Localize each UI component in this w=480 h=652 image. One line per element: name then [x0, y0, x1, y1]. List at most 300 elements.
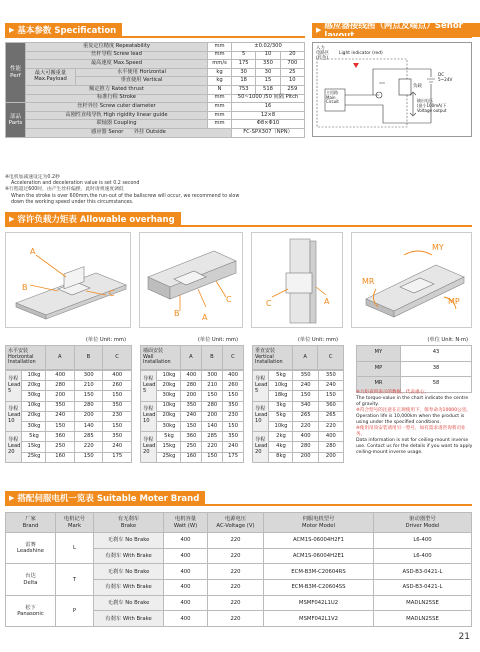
spec-value: 20: [280, 51, 304, 60]
horizontal-overhang-figure: [5, 232, 131, 328]
table-cell: 4kg: [269, 442, 293, 452]
col-header: 厂家 Brand: [6, 513, 56, 533]
spec-value: FC-SPX307（NPN）: [232, 128, 305, 137]
table-row: [6, 452, 132, 462]
table-cell: 280: [293, 442, 318, 452]
spec-value: 12×8: [232, 111, 305, 120]
spec-notes: [5, 175, 305, 206]
table-row: [141, 432, 244, 442]
moment-notes: [356, 390, 474, 456]
label-b: B: [22, 283, 28, 292]
dc-voltage-label: DC 5~24V: [438, 72, 453, 82]
dc-source-icon: [427, 69, 435, 123]
wall-actuator-drawing: [140, 233, 244, 329]
table-cell: 280: [318, 442, 343, 452]
spec-unit: mm: [208, 94, 232, 103]
table-cell: 285: [202, 432, 223, 442]
label-a: A: [324, 297, 330, 306]
unit-label: (单位 Unit: mm): [197, 337, 238, 343]
table-row: [253, 371, 344, 381]
unit-label: (单位 Unit: N·m): [427, 337, 468, 343]
lead-label: 导程 Lead 20: [253, 432, 269, 463]
table-cell: 400: [318, 432, 343, 442]
moment-value: 58: [401, 377, 472, 393]
mark-cell: L: [56, 533, 94, 564]
table-cell: 340: [293, 401, 318, 411]
model-cell: MSMF042L1V2: [264, 611, 374, 627]
model-cell: ECM-B3M-C20604SS: [264, 580, 374, 596]
watt-cell: 400: [164, 564, 208, 580]
table-cell: 140: [202, 421, 223, 431]
table-cell: 350: [318, 371, 343, 381]
col-header: C: [318, 346, 344, 370]
table-cell: 8kg: [269, 452, 293, 462]
spec-unit: mm: [208, 103, 232, 112]
table-cell: 230: [103, 411, 132, 421]
col-header: A: [293, 346, 318, 370]
motor-table: [5, 512, 472, 627]
voltage-arrow-icon: [410, 92, 416, 116]
spec-value: 10: [256, 51, 280, 60]
spec-label: 标准行程 Stroke: [26, 94, 208, 103]
spec-unit: mm: [208, 43, 232, 52]
col-header: 有无刹车 Brake: [94, 513, 164, 533]
spec-label: 垂直使用 Vertical: [76, 77, 208, 86]
note-line: ※符合型号的注意在正规使用下，保寿命为10000公里。: [356, 407, 471, 413]
spec-value: 518: [256, 85, 280, 94]
table-cell: 150: [223, 391, 244, 401]
table-cell: 160: [46, 452, 75, 462]
table-row: [6, 411, 132, 421]
spec-value: 5: [232, 51, 256, 60]
table-cell: 5kg: [269, 371, 293, 381]
unit-label: (单位 Unit: mm): [297, 337, 338, 343]
table-cell: 350: [223, 401, 244, 411]
brake-cell: 无刹车 No Brake: [94, 533, 164, 549]
table-cell: 160: [181, 452, 202, 462]
table-cell: 200: [181, 391, 202, 401]
watt-cell: 400: [164, 580, 208, 596]
table-cell: 10kg: [22, 401, 46, 411]
brake-cell: 无刹车 No Brake: [94, 595, 164, 611]
vertical-overhang-figure: [251, 232, 343, 328]
table-cell: 300: [202, 371, 223, 381]
table-cell: 2kg: [269, 432, 293, 442]
spec-value: Φ8×Φ10: [232, 120, 305, 129]
table-row: [6, 442, 132, 452]
divider: [5, 36, 305, 38]
table-cell: 280: [181, 381, 202, 391]
table-cell: 210: [202, 381, 223, 391]
spec-label: 高刚性直线导轨 High rigidity linear guide: [26, 111, 208, 120]
table-cell: 18kg: [269, 391, 293, 401]
sensor-wiring-diagram: [312, 42, 472, 137]
table-cell: 150: [223, 421, 244, 431]
arrow-right-icon: ▶: [9, 494, 15, 502]
moment-key: MY: [357, 346, 401, 362]
label-c: C: [109, 289, 115, 298]
table-row: [6, 595, 472, 611]
load-label: 负载: [413, 84, 422, 89]
lead-label: 导程 Lead 10: [6, 401, 22, 432]
arrow-right-icon: ▶: [9, 26, 15, 34]
moment-figure: [351, 232, 472, 328]
section-title-spec: ▶ 基本参数 Specification: [5, 23, 122, 37]
table-cell: 350: [293, 371, 318, 381]
table-row: [6, 401, 132, 411]
table-cell: 240: [103, 442, 132, 452]
label-a: A: [202, 313, 208, 322]
table-cell: 20kg: [157, 381, 181, 391]
note-line: Operation life is 10,000km when the product is using under the specified conditions.: [356, 413, 465, 425]
table-cell: 200: [318, 452, 343, 462]
table-body: [140, 370, 244, 463]
volt-cell: 220: [208, 548, 264, 564]
note-line: ※力矩表所表示的数据，代表重心；: [356, 390, 429, 395]
model-cell: ECM-B3M-C20604RS: [264, 564, 374, 580]
moment-value: 43: [401, 346, 472, 362]
table-cell: 150: [181, 421, 202, 431]
table-row: [6, 533, 472, 549]
light-indicator-label: Light indicator (red): [339, 51, 383, 56]
spec-unit: mm: [208, 111, 232, 120]
spec-value: ±0.02/300: [232, 43, 305, 52]
table-cell: 360: [46, 432, 75, 442]
table-cell: 20kg: [22, 381, 46, 391]
spec-value: 259: [280, 85, 304, 94]
table-body: [5, 370, 132, 463]
volt-cell: 220: [208, 595, 264, 611]
spec-value: 700: [280, 60, 304, 69]
spec-unit: mm: [208, 51, 232, 60]
table-row: [357, 346, 472, 362]
table-cell: 400: [181, 371, 202, 381]
note-line: down the working speed under this circumstances.: [11, 199, 134, 205]
col-header: 电机容量 Watt (W): [164, 513, 208, 533]
note-line: ※行程超过600时，由产生丝杆偏摆，此时请将速度调低: [5, 187, 124, 193]
col-header: C: [103, 346, 132, 370]
table-row: [6, 421, 132, 431]
moment-key: MP: [357, 361, 401, 377]
watt-cell: 400: [164, 548, 208, 564]
spec-value: 18: [232, 77, 256, 86]
table-cell: 230: [223, 411, 244, 421]
col-header: B: [74, 346, 103, 370]
table-cell: 240: [318, 381, 343, 391]
volt-cell: 220: [208, 564, 264, 580]
wires: [345, 69, 431, 123]
col-header: 电源电压 AC-Voltage (V): [208, 513, 264, 533]
spec-label: 最高速度 Max.Speed: [26, 60, 208, 69]
arrow-right-icon: ▶: [9, 215, 15, 223]
led-icon: [353, 63, 359, 68]
section-title-overhang: ▶ 容许负载力矩表 Allowable overhang: [5, 212, 181, 226]
table-cell: 5kg: [269, 411, 293, 421]
lead-label: 导程 Lead 5: [253, 371, 269, 402]
spec-value: 15: [256, 77, 280, 86]
horizontal-overhang-table: [5, 336, 132, 463]
spec-unit: kg: [208, 68, 232, 77]
table-cell: 280: [74, 401, 103, 411]
unit-label: (单位 Unit: mm): [85, 337, 126, 343]
model-cell: ACM1S-06004H2F1: [264, 533, 374, 549]
note-line: ※使用吊顶安装请用另一型号，如有需求请咨询我司业务。: [356, 425, 466, 437]
table-cell: 200: [202, 411, 223, 421]
spec-value: 350: [256, 60, 280, 69]
table-cell: 150: [293, 391, 318, 401]
moment-value: 38: [401, 361, 472, 377]
lead-label: 导程 Lead 5: [141, 371, 157, 402]
table-cell: 150: [74, 391, 103, 401]
brake-cell: 有刹车 With Brake: [94, 548, 164, 564]
col-header: A: [181, 346, 202, 370]
vertical-actuator-drawing: [252, 233, 344, 329]
note-line: Data information is not for ceiling-mount inverse use. Contact us for the details if you want to apply ceiling-mount inverse usage.: [356, 437, 473, 455]
main-circuit-label: 主回路 Main Circuit: [326, 90, 339, 105]
driver-cell: MADLN25SE: [374, 595, 472, 611]
watt-cell: 400: [164, 611, 208, 627]
spec-value: 30: [232, 68, 256, 77]
mark-cell: P: [56, 595, 94, 626]
brake-cell: 无刹车 No Brake: [94, 564, 164, 580]
table-cell: 150: [318, 391, 343, 401]
col-header: A: [46, 346, 75, 370]
spec-value: 10: [280, 77, 304, 86]
volt-cell: 220: [208, 533, 264, 549]
table-row: [357, 361, 472, 377]
table-row: [6, 371, 132, 381]
table-cell: 400: [223, 371, 244, 381]
table-cell: 240: [181, 411, 202, 421]
table-title: 垂直安装 Vertical Installation: [253, 346, 293, 370]
table-cell: 10kg: [157, 371, 181, 381]
table-cell: 210: [74, 381, 103, 391]
table-cell: 15kg: [157, 442, 181, 452]
volt-cell: 220: [208, 611, 264, 627]
voltage-output-label: 输出电压 (最小100mA)下 Voltage output: [417, 98, 447, 113]
section-title-motor: ▶ 搭配伺服电机一览表 Suitable Moter Brand: [5, 491, 205, 505]
group-label: 性能 Perf: [6, 43, 26, 103]
table-cell: 175: [223, 452, 244, 462]
table-cell: 400: [103, 371, 132, 381]
table-cell: 10kg: [157, 401, 181, 411]
label-b: B: [174, 309, 180, 318]
spec-label: 最大可搬重量 Max.Payload: [26, 68, 76, 85]
section-title-sensor: ▶ 感应器接线图（两点及端点）Senor: [312, 23, 480, 37]
table-cell: 20kg: [22, 411, 46, 421]
note-line: Acceleration and deceleration value is set 0.2 second: [11, 181, 140, 187]
table-cell: 260: [223, 381, 244, 391]
table-cell: 30kg: [22, 421, 46, 431]
driver-cell: ASD-B3-0421-L: [374, 564, 472, 580]
table-cell: 350: [103, 432, 132, 442]
brake-cell: 有刹车 With Brake: [94, 611, 164, 627]
table-cell: 10kg: [22, 371, 46, 381]
brand-cell: 台达 Delta: [6, 564, 56, 595]
driver-cell: MADLN25SE: [374, 611, 472, 627]
spec-value: 25: [280, 68, 304, 77]
table-row: [141, 371, 244, 381]
load-box: [399, 79, 411, 95]
page-number: 21: [458, 632, 470, 642]
label-mp: MP: [448, 297, 460, 306]
spec-value: 753: [232, 85, 256, 94]
note-line: ※电机加减速设定为0.2秒: [5, 175, 60, 180]
table-cell: 25kg: [22, 452, 46, 462]
spec-label: 感应器 Senor 外挂 Outside: [26, 128, 232, 137]
table-row: [253, 401, 344, 411]
table-cell: 350: [181, 401, 202, 411]
table-cell: 350: [223, 432, 244, 442]
group-label: 部品 Parts: [6, 103, 26, 137]
vertical-overhang-table: [252, 336, 344, 463]
mark-cell: T: [56, 564, 94, 595]
lead-label: 导程 Lead 20: [6, 432, 22, 463]
col-header: 驱动器型号 Driver Model: [374, 513, 472, 533]
table-cell: 350: [46, 401, 75, 411]
spec-value: 16: [232, 103, 305, 112]
table-cell: 200: [293, 452, 318, 462]
spec-value: 175: [232, 60, 256, 69]
col-header: 伺服电机型号 Motor Model: [264, 513, 374, 533]
table-cell: 280: [46, 381, 75, 391]
table-cell: 150: [103, 421, 132, 431]
driver-cell: L6-400: [374, 548, 472, 564]
table-cell: 30kg: [157, 421, 181, 431]
table-body: [252, 370, 344, 463]
table-cell: 240: [223, 442, 244, 452]
model-cell: ACM1S-06004H2E1: [264, 548, 374, 564]
table-cell: 220: [318, 421, 343, 431]
table-row: [6, 432, 132, 442]
label-c: C: [266, 299, 272, 308]
table-cell: 300: [74, 371, 103, 381]
table-cell: 5kg: [22, 432, 46, 442]
lead-label: 导程 Lead 10: [253, 401, 269, 432]
table-cell: 220: [74, 442, 103, 452]
spec-table: [5, 42, 305, 138]
col-header: C: [222, 346, 243, 370]
table-cell: 30kg: [157, 391, 181, 401]
lead-label: 导程 Lead 5: [6, 371, 22, 402]
volt-cell: 220: [208, 580, 264, 596]
spec-label: 重复定位精度 Repeatability: [26, 43, 208, 52]
table-cell: 250: [46, 442, 75, 452]
table-cell: 400: [46, 371, 75, 381]
spec-value: 50~1000 /50 间隔 Pitch: [232, 94, 305, 103]
table-cell: 280: [202, 401, 223, 411]
col-header: 电机记号 Mark: [56, 513, 94, 533]
table-cell: 250: [181, 442, 202, 452]
table-cell: 200: [46, 391, 75, 401]
table-cell: 5kg: [157, 432, 181, 442]
spec-label: 联轴器 Coupling: [26, 120, 208, 129]
brand-cell: 松下 Panasonic: [6, 595, 56, 626]
moment-table: [356, 336, 472, 393]
table-cell: 140: [74, 421, 103, 431]
table-cell: 10kg: [269, 381, 293, 391]
table-cell: 150: [202, 452, 223, 462]
label-c: C: [226, 295, 232, 304]
table-cell: 15kg: [22, 442, 46, 452]
label-my: MY: [432, 243, 444, 252]
label-mr: MR: [362, 277, 375, 286]
table-cell: 20kg: [157, 411, 181, 421]
spec-label: 额定推力 Rated thrust: [26, 85, 208, 94]
input-circuit-label: 入力 电路区 (红色): [316, 46, 330, 62]
arrow-right-icon: ▶: [316, 26, 322, 34]
divider: [5, 504, 472, 506]
table-row: [6, 391, 132, 401]
table-cell: 150: [74, 452, 103, 462]
col-header: B: [201, 346, 222, 370]
spec-value: 30: [256, 68, 280, 77]
table-cell: 150: [46, 421, 75, 431]
spec-label: 水平使用 Horizontal: [76, 68, 208, 77]
table-title: 水平安装 Horizontal Installation: [6, 346, 46, 370]
spec-unit: kg: [208, 77, 232, 86]
spec-label: 丝杆外径 Screw cuter diameter: [26, 103, 208, 112]
table-row: [6, 381, 132, 391]
table-cell: 3kg: [269, 401, 293, 411]
table-cell: 240: [46, 411, 75, 421]
table-cell: 30kg: [22, 391, 46, 401]
wall-overhang-figure: [139, 232, 243, 328]
lead-label: 导程 Lead 10: [141, 401, 157, 432]
moment-key: MR: [357, 377, 401, 393]
table-title: 墙面安装 Wall Installation: [141, 346, 181, 370]
table-row: [141, 401, 244, 411]
note-line: When the stroke is over 600mm,the run-out of the ballscrew will occur, we recommend to slow: [11, 193, 240, 199]
watt-cell: 400: [164, 533, 208, 549]
table-cell: 360: [181, 432, 202, 442]
table-cell: 265: [293, 411, 318, 421]
table-cell: 150: [202, 391, 223, 401]
divider: [5, 225, 472, 227]
watt-cell: 400: [164, 595, 208, 611]
spec-label: 丝杆导程 Screw lead: [26, 51, 208, 60]
divider: [312, 36, 472, 38]
table-cell: 150: [103, 391, 132, 401]
table-cell: 220: [202, 442, 223, 452]
wall-overhang-table: [140, 336, 244, 463]
table-row: [253, 432, 344, 442]
table-cell: 285: [74, 432, 103, 442]
table-cell: 360: [318, 401, 343, 411]
spec-unit: N: [208, 85, 232, 94]
spec-unit: mm/s: [208, 60, 232, 69]
table-cell: 10kg: [269, 421, 293, 431]
brand-cell: 雷赛 Leadshine: [6, 533, 56, 564]
table-row: [6, 564, 472, 580]
spec-unit: mm: [208, 120, 232, 129]
table-cell: 400: [293, 432, 318, 442]
brake-cell: 有刹车 With Brake: [94, 580, 164, 596]
note-line: The torque-value in the chart indicate the centre of gravity.: [356, 395, 469, 407]
model-cell: MSMF042L1U2: [264, 595, 374, 611]
table-cell: 240: [293, 381, 318, 391]
table-cell: 175: [103, 452, 132, 462]
table-cell: 200: [74, 411, 103, 421]
horizontal-actuator-drawing: [6, 233, 132, 329]
driver-cell: ASD-B3-0421-L: [374, 580, 472, 596]
table-cell: 260: [103, 381, 132, 391]
driver-cell: L6-400: [374, 533, 472, 549]
label-a: A: [30, 247, 36, 256]
table-cell: 265: [318, 411, 343, 421]
lead-label: 导程 Lead 20: [141, 432, 157, 463]
table-cell: 25kg: [157, 452, 181, 462]
